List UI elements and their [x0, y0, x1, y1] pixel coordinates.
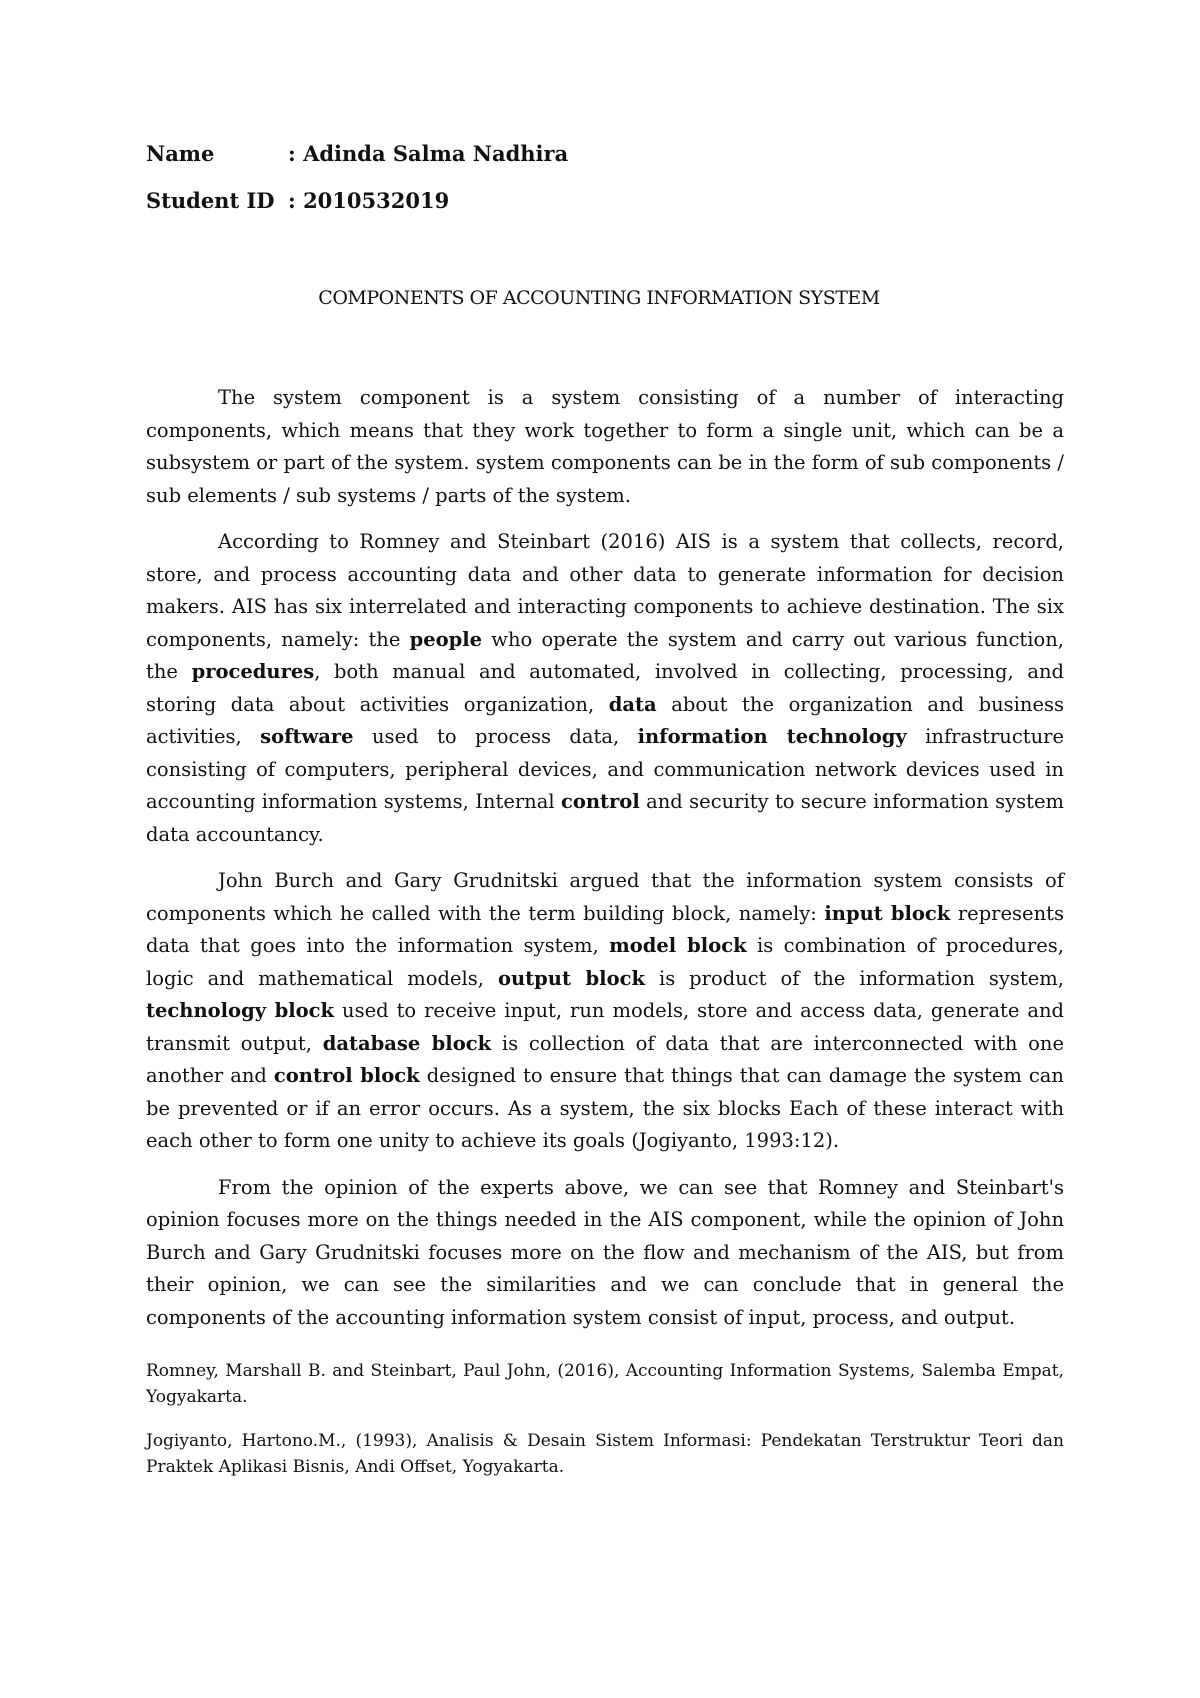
p3-bold-input-block: input block	[824, 901, 951, 925]
reference-1: Romney, Marshall B. and Steinbart, Paul John, (2016), Accounting Information Systems, Salemba Empat, Yogyakarta.	[146, 1361, 1064, 1407]
references	[146, 1358, 1064, 1498]
p3-bold-output-block: output block	[497, 966, 645, 990]
p2-text-2: who operate the system and carry out various function, the	[146, 627, 1064, 683]
p2-bold-software: software	[260, 725, 354, 748]
student-id-label: Student ID	[146, 188, 275, 213]
name-value: : Adinda Salma Nadhira	[288, 141, 569, 166]
p3-bold-technology-block: technology block	[146, 999, 335, 1022]
p3-text-1: John Burch and Gary Grudnitski argued that the information system consists of components which he called with the term building block, namely:	[146, 869, 1064, 925]
paragraph-3	[146, 865, 1064, 1158]
name-label: Name	[146, 141, 215, 166]
p3-text-6: is collection of data that are interconnected with one another and	[146, 1031, 1065, 1087]
name-row	[146, 141, 568, 188]
paragraph-1: The system component is a system consisting of a number of interacting components, which means that they work together to form a single unit, which can be a subsystem or part of the system. system components can be in the form of sub components / sub elements / sub systems / parts of the system.	[146, 386, 1064, 507]
student-header	[146, 141, 568, 235]
p3-text-3: is combination of procedures, logic and mathematical models,	[146, 934, 1064, 990]
document-title: COMPONENTS OF ACCOUNTING INFORMATION SYSTEM	[318, 287, 880, 309]
p2-text-4: about the organization and business activities,	[146, 692, 1064, 748]
paragraph-2	[146, 526, 1064, 851]
p3-bold-database-block: database block	[322, 1031, 492, 1055]
p2-text-1: According to Romney and Steinbart (2016) AIS is a system that collects, record, store, and process accounting data and other data to generate information for decision makers. AIS has six interrelated and interacting components to achieve destination. The six components, namely: the	[146, 530, 1064, 651]
student-id-row	[146, 188, 568, 235]
p3-text-2: represents data that goes into the information system,	[146, 901, 1064, 957]
p3-bold-model-block: model block	[609, 934, 747, 957]
p3-text-7: designed to ensure that things that can damage the system can be prevented or if an error occurs. As a system, the six blocks Each of these interact with each other to form one unity to achieve its goals (Jogiyanto, 1993:12).	[146, 1064, 1064, 1152]
p2-text-3: , both manual and automated, involved in collecting, processing, and storing data about activities organization,	[146, 660, 1064, 716]
p3-bold-control-block: control block	[273, 1064, 420, 1087]
p2-bold-control: control	[560, 790, 640, 813]
p2-text-5: used to process data,	[353, 725, 638, 748]
p2-bold-information-technology: information technology	[637, 725, 907, 748]
paragraph-4: From the opinion of the experts above, we can see that Romney and Steinbart's opinion focuses more on the things needed in the AIS component, while the opinion of John Burch and Gary Grudnitski focuses more on the flow and mechanism of the AIS, but from their opinion, we can see the similarities and we can conclude that in general the components of the accounting information system consist of input, process, and output.	[146, 1175, 1064, 1329]
p2-text-7: and security to secure information system data accountancy.	[146, 790, 1064, 846]
reference-2: Jogiyanto, Hartono.M., (1993), Analisis & Desain Sistem Informasi: Pendekatan Terstruktur Teori dan Praktek Aplikasi Bisnis, Andi Offset, Yogyakarta.	[146, 1431, 1064, 1477]
p2-bold-procedures: procedures	[191, 660, 315, 683]
p2-text-6: infrastructure consisting of computers, peripheral devices, and communication network devices used in accounting information systems, Internal	[146, 725, 1065, 813]
student-id-value: : 2010532019	[288, 188, 450, 213]
p2-bold-data: data	[608, 692, 657, 716]
p2-bold-people: people	[409, 627, 483, 651]
p3-text-4: is product of the information system,	[644, 966, 1065, 990]
p3-text-5: used to receive input, run models, store and access data, generate and transmit output,	[146, 999, 1065, 1055]
document-body	[146, 382, 1064, 1348]
